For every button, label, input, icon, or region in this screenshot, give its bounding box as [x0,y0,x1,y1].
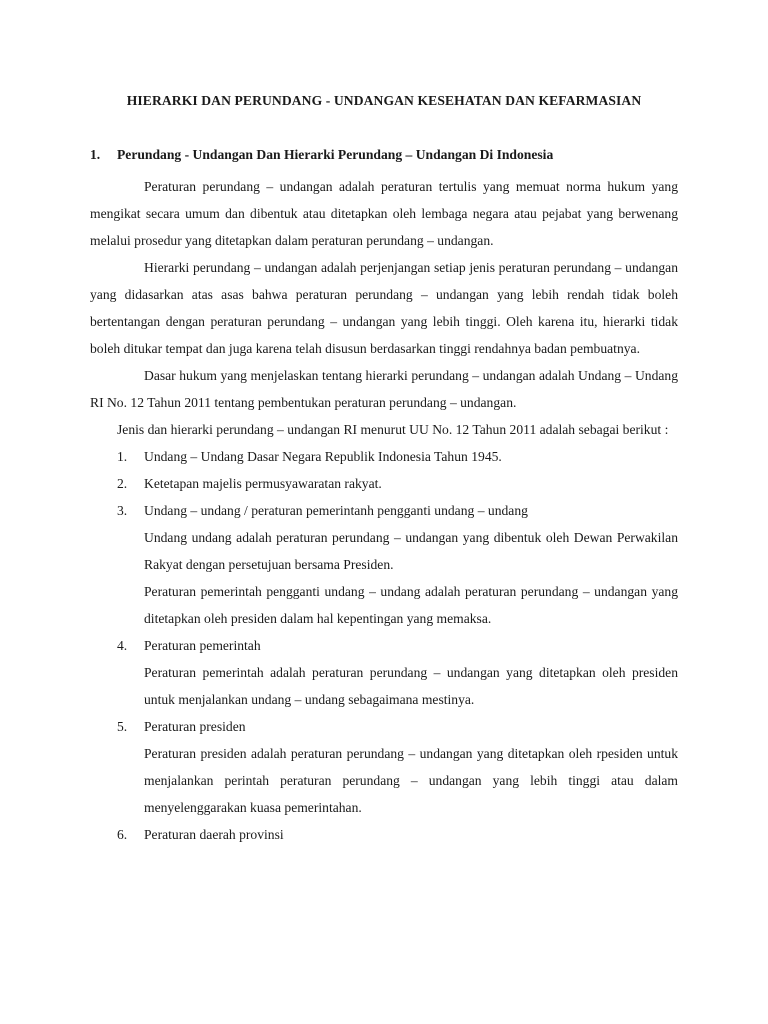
list-item [90,470,678,497]
hierarchy-list [90,443,678,848]
paragraph: Hierarki perundang – undangan adalah perjenjangan setiap jenis peraturan perundang – undangan yang didasarkan atas asas bahwa peraturan perundang – undangan yang lebih rendah tidak boleh bertentangan dengan peraturan perundang – undangan yang lebih tinggi. Oleh karena itu, hierarki tidak boleh ditukar tempat dan juga karena telah disusun berdasarkan tinggi rendahnya badan pembuatnya. [90,260,678,356]
list-item-number: 6. [117,827,128,842]
list-item-label: Peraturan daerah provinsi [144,827,284,842]
document-page [90,0,678,1024]
list-item-number: 2. [117,476,128,491]
section-heading-text: Perundang - Undangan Dan Hierarki Perundang – Undangan Di Indonesia [117,147,554,162]
list-item [90,497,678,524]
list-item-description: Undang undang adalah peraturan perundang – undangan yang dibentuk oleh Dewan Perwakilan Rakyat dengan persetujuan bersama Presiden. [144,530,678,572]
list-item-number: 3. [117,503,128,518]
document-body [90,173,678,848]
list-item-description: Peraturan pemerintah pengganti undang – undang adalah peraturan perundang – undangan yang ditetapkan oleh presiden dalam hal kepentingan yang memaksa. [144,584,678,626]
section-number: 1. [90,147,101,162]
document-title: HIERARKI DAN PERUNDANG - UNDANGAN KESEHATAN DAN KEFARMASIAN [126,93,642,108]
paragraph: Dasar hukum yang menjelaskan tentang hierarki perundang – undangan adalah Undang – Undang RI No. 12 Tahun 2011 tentang pembentukan peraturan perundang – undangan. [90,368,678,410]
list-item-label: Peraturan pemerintah [144,638,261,653]
list-item-number: 1. [117,449,128,464]
section-heading [90,147,678,163]
list-item [90,821,678,848]
list-item-label: Undang – Undang Dasar Negara Republik Indonesia Tahun 1945. [144,449,502,464]
list-item-number: 5. [117,719,128,734]
list-item [90,632,678,659]
list-item-number: 4. [117,638,128,653]
list-item [90,443,678,470]
list-intro: Jenis dan hierarki perundang – undangan RI menurut UU No. 12 Tahun 2011 adalah sebagai berikut : [117,422,669,437]
list-item [90,713,678,740]
list-item-label: Undang – undang / peraturan pemerintanh pengganti undang – undang [144,503,528,518]
list-item-label: Peraturan presiden [144,719,246,734]
list-item-description: Peraturan presiden adalah peraturan perundang – undangan yang ditetapkan oleh rpesiden untuk menjalankan perintah peraturan perundang – undangan yang lebih tinggi atau dalam menyelenggarakan kuasa pemerintahan. [144,746,678,815]
list-item-description: Peraturan pemerintah adalah peraturan perundang – undangan yang ditetapkan oleh presiden untuk menjalankan undang – undang sebagaimana mestinya. [144,665,678,707]
list-item-label: Ketetapan majelis permusyawaratan rakyat. [144,476,382,491]
paragraph: Peraturan perundang – undangan adalah peraturan tertulis yang memuat norma hukum yang mengikat secara umum dan dibentuk atau ditetapkan oleh lembaga negara atau pejabat yang berwenang melalui prosedur yang ditetapkan dalam peraturan perundang – undangan. [90,179,678,248]
